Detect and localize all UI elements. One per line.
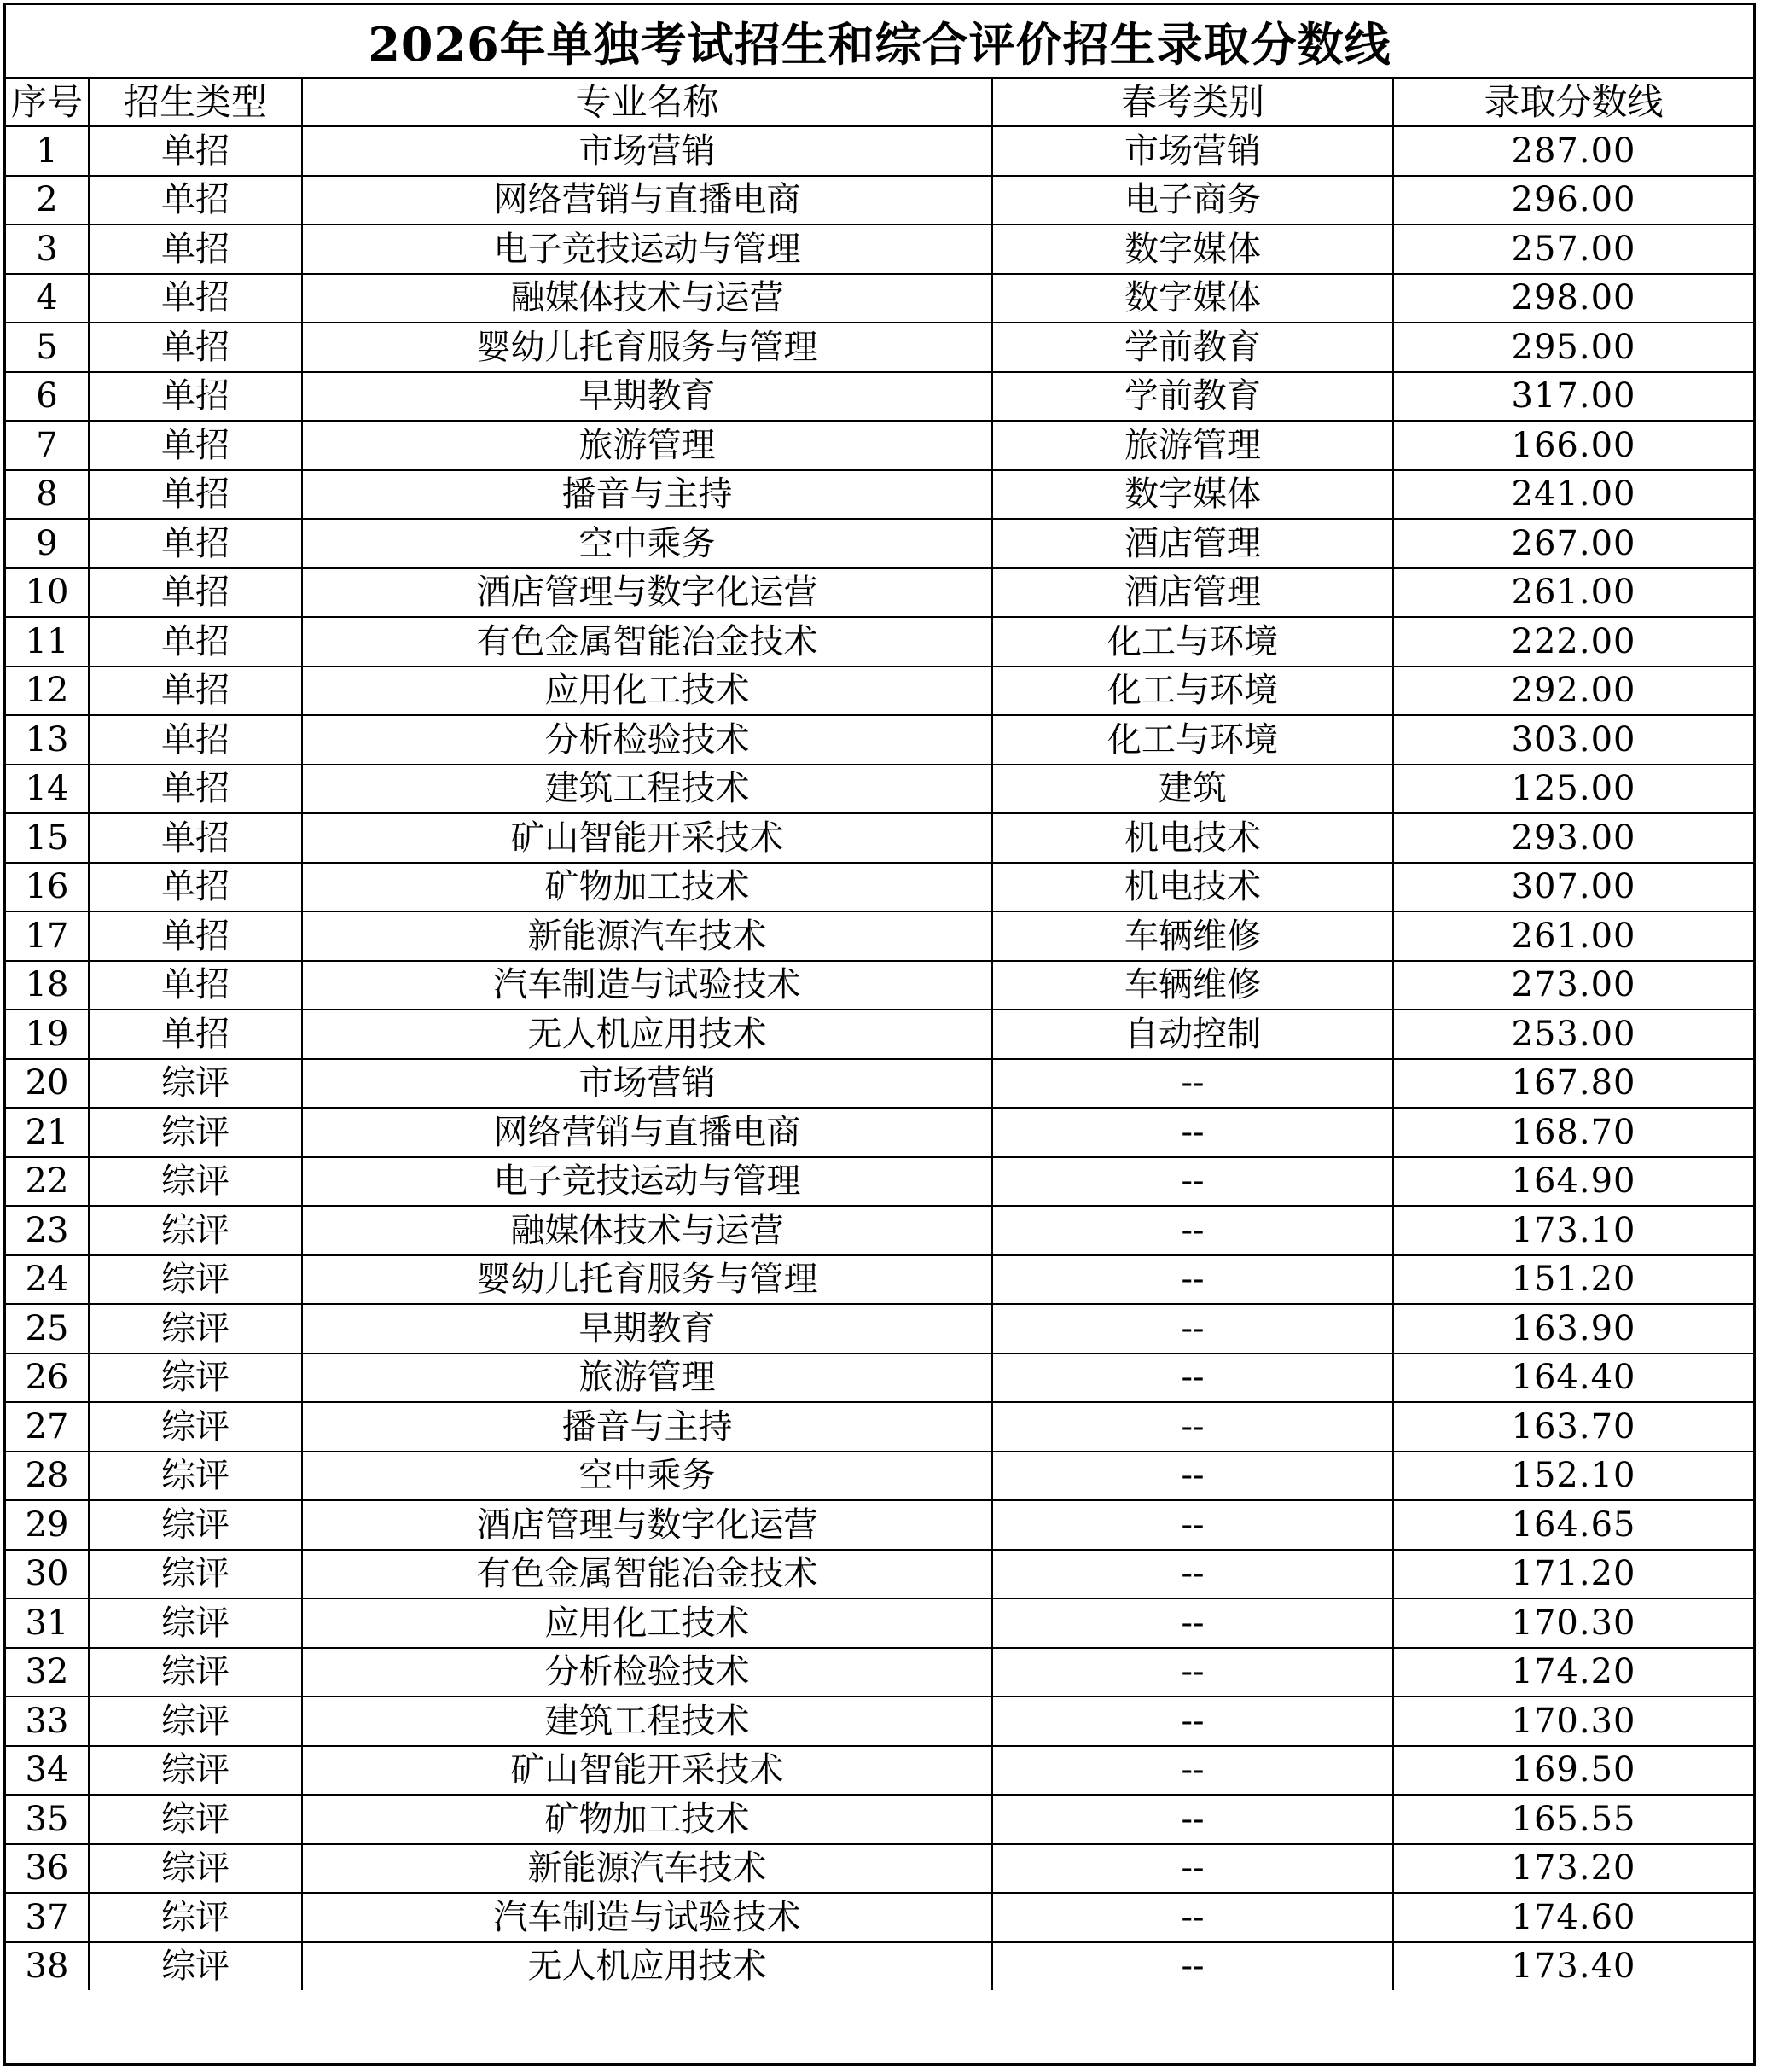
cell-score: 307.00 bbox=[1393, 863, 1753, 912]
cell-major: 酒店管理与数字化运营 bbox=[302, 1500, 992, 1550]
table-row bbox=[6, 1795, 1753, 1844]
cell-type: 综评 bbox=[89, 1108, 302, 1157]
table-row bbox=[6, 1255, 1753, 1305]
cell-score: 169.50 bbox=[1393, 1746, 1753, 1796]
table-row bbox=[6, 715, 1753, 765]
cell-seq: 38 bbox=[6, 1942, 89, 1991]
cell-major: 新能源汽车技术 bbox=[302, 911, 992, 961]
table-row bbox=[6, 1746, 1753, 1796]
cell-major: 矿物加工技术 bbox=[302, 863, 992, 912]
table-row bbox=[6, 1353, 1753, 1403]
cell-score: 151.20 bbox=[1393, 1255, 1753, 1305]
cell-category: 酒店管理 bbox=[992, 568, 1393, 618]
cell-category: -- bbox=[992, 1255, 1393, 1305]
table-row bbox=[6, 1697, 1753, 1746]
cell-category: -- bbox=[992, 1157, 1393, 1207]
cell-major: 网络营销与直播电商 bbox=[302, 1108, 992, 1157]
cell-category: -- bbox=[992, 1500, 1393, 1550]
cell-seq: 33 bbox=[6, 1697, 89, 1746]
cell-score: 273.00 bbox=[1393, 961, 1753, 1010]
cell-seq: 25 bbox=[6, 1304, 89, 1353]
table-row bbox=[6, 617, 1753, 666]
table-row bbox=[6, 813, 1753, 863]
cell-seq: 20 bbox=[6, 1059, 89, 1109]
cell-seq: 37 bbox=[6, 1893, 89, 1942]
cell-type: 综评 bbox=[89, 1304, 302, 1353]
cell-seq: 3 bbox=[6, 224, 89, 274]
cell-score: 292.00 bbox=[1393, 666, 1753, 716]
cell-major: 早期教育 bbox=[302, 1304, 992, 1353]
page-title: 2026年单独考试招生和综合评价招生录取分数线 bbox=[6, 5, 1753, 79]
cell-score: 287.00 bbox=[1393, 126, 1753, 176]
cell-category: 建筑 bbox=[992, 765, 1393, 814]
table-row bbox=[6, 1304, 1753, 1353]
header-major: 专业名称 bbox=[302, 79, 992, 126]
table-row bbox=[6, 1059, 1753, 1109]
cell-score: 296.00 bbox=[1393, 176, 1753, 225]
cell-major: 酒店管理与数字化运营 bbox=[302, 568, 992, 618]
table-row bbox=[6, 568, 1753, 618]
table-row bbox=[6, 1550, 1753, 1599]
cell-score: 164.40 bbox=[1393, 1353, 1753, 1403]
cell-category: 车辆维修 bbox=[992, 961, 1393, 1010]
cell-category: 酒店管理 bbox=[992, 519, 1393, 568]
cell-major: 播音与主持 bbox=[302, 1402, 992, 1452]
cell-major: 婴幼儿托育服务与管理 bbox=[302, 323, 992, 372]
cell-major: 早期教育 bbox=[302, 372, 992, 422]
cell-seq: 5 bbox=[6, 323, 89, 372]
table-row bbox=[6, 323, 1753, 372]
cell-type: 综评 bbox=[89, 1648, 302, 1697]
cell-category: -- bbox=[992, 1304, 1393, 1353]
cell-seq: 10 bbox=[6, 568, 89, 618]
cell-type: 单招 bbox=[89, 911, 302, 961]
cell-category: -- bbox=[992, 1598, 1393, 1648]
cell-seq: 22 bbox=[6, 1157, 89, 1207]
table-row bbox=[6, 1648, 1753, 1697]
cell-major: 播音与主持 bbox=[302, 470, 992, 520]
table-row bbox=[6, 911, 1753, 961]
table-row bbox=[6, 519, 1753, 568]
header-category: 春考类别 bbox=[992, 79, 1393, 126]
cell-score: 293.00 bbox=[1393, 813, 1753, 863]
cell-major: 空中乘务 bbox=[302, 1452, 992, 1501]
cell-major: 分析检验技术 bbox=[302, 1648, 992, 1697]
table-row bbox=[6, 1010, 1753, 1059]
cell-major: 旅游管理 bbox=[302, 421, 992, 470]
cell-major: 应用化工技术 bbox=[302, 666, 992, 716]
cell-category: -- bbox=[992, 1795, 1393, 1844]
cell-score: 261.00 bbox=[1393, 911, 1753, 961]
cell-type: 综评 bbox=[89, 1500, 302, 1550]
table-row bbox=[6, 1893, 1753, 1942]
table-row bbox=[6, 765, 1753, 814]
cell-major: 网络营销与直播电商 bbox=[302, 176, 992, 225]
cell-category: -- bbox=[992, 1844, 1393, 1894]
cell-seq: 31 bbox=[6, 1598, 89, 1648]
cell-type: 综评 bbox=[89, 1206, 302, 1255]
cell-category: 学前教育 bbox=[992, 323, 1393, 372]
cell-category: 学前教育 bbox=[992, 372, 1393, 422]
cell-seq: 4 bbox=[6, 274, 89, 323]
cell-type: 综评 bbox=[89, 1402, 302, 1452]
cell-type: 综评 bbox=[89, 1550, 302, 1599]
cell-score: 125.00 bbox=[1393, 765, 1753, 814]
cell-seq: 21 bbox=[6, 1108, 89, 1157]
cell-major: 融媒体技术与运营 bbox=[302, 274, 992, 323]
cell-score: 253.00 bbox=[1393, 1010, 1753, 1059]
cell-score: 170.30 bbox=[1393, 1598, 1753, 1648]
cell-score: 166.00 bbox=[1393, 421, 1753, 470]
cell-type: 单招 bbox=[89, 863, 302, 912]
cell-major: 有色金属智能冶金技术 bbox=[302, 1550, 992, 1599]
cell-major: 电子竞技运动与管理 bbox=[302, 224, 992, 274]
cell-major: 婴幼儿托育服务与管理 bbox=[302, 1255, 992, 1305]
cell-category: 化工与环境 bbox=[992, 666, 1393, 716]
cell-type: 单招 bbox=[89, 813, 302, 863]
cell-score: 298.00 bbox=[1393, 274, 1753, 323]
cell-major: 旅游管理 bbox=[302, 1353, 992, 1403]
cell-score: 267.00 bbox=[1393, 519, 1753, 568]
cell-major: 矿山智能开采技术 bbox=[302, 813, 992, 863]
cell-type: 单招 bbox=[89, 323, 302, 372]
cell-category: -- bbox=[992, 1942, 1393, 1991]
cell-category: -- bbox=[992, 1893, 1393, 1942]
cell-category: -- bbox=[992, 1550, 1393, 1599]
cell-category: -- bbox=[992, 1746, 1393, 1796]
cell-seq: 30 bbox=[6, 1550, 89, 1599]
cell-type: 单招 bbox=[89, 224, 302, 274]
cell-category: -- bbox=[992, 1697, 1393, 1746]
cell-major: 有色金属智能冶金技术 bbox=[302, 617, 992, 666]
cell-seq: 8 bbox=[6, 470, 89, 520]
cell-seq: 32 bbox=[6, 1648, 89, 1697]
score-table bbox=[6, 79, 1753, 1990]
cell-type: 单招 bbox=[89, 617, 302, 666]
cell-major: 汽车制造与试验技术 bbox=[302, 1893, 992, 1942]
cell-category: 市场营销 bbox=[992, 126, 1393, 176]
cell-type: 单招 bbox=[89, 765, 302, 814]
cell-seq: 29 bbox=[6, 1500, 89, 1550]
cell-category: -- bbox=[992, 1206, 1393, 1255]
cell-major: 空中乘务 bbox=[302, 519, 992, 568]
cell-seq: 15 bbox=[6, 813, 89, 863]
cell-score: 222.00 bbox=[1393, 617, 1753, 666]
cell-type: 综评 bbox=[89, 1353, 302, 1403]
cell-type: 综评 bbox=[89, 1598, 302, 1648]
cell-seq: 16 bbox=[6, 863, 89, 912]
cell-category: 自动控制 bbox=[992, 1010, 1393, 1059]
cell-type: 单招 bbox=[89, 421, 302, 470]
cell-type: 综评 bbox=[89, 1157, 302, 1207]
cell-seq: 26 bbox=[6, 1353, 89, 1403]
table-row bbox=[6, 1157, 1753, 1207]
cell-category: 化工与环境 bbox=[992, 715, 1393, 765]
table-row bbox=[6, 1452, 1753, 1501]
header-score: 录取分数线 bbox=[1393, 79, 1753, 126]
cell-major: 建筑工程技术 bbox=[302, 765, 992, 814]
table-row bbox=[6, 1108, 1753, 1157]
cell-score: 164.90 bbox=[1393, 1157, 1753, 1207]
cell-score: 170.30 bbox=[1393, 1697, 1753, 1746]
cell-type: 综评 bbox=[89, 1942, 302, 1991]
cell-category: 数字媒体 bbox=[992, 274, 1393, 323]
cell-score: 261.00 bbox=[1393, 568, 1753, 618]
table-row bbox=[6, 863, 1753, 912]
cell-major: 矿山智能开采技术 bbox=[302, 1746, 992, 1796]
table-row bbox=[6, 1402, 1753, 1452]
cell-score: 295.00 bbox=[1393, 323, 1753, 372]
admission-score-sheet bbox=[3, 3, 1756, 2066]
cell-seq: 12 bbox=[6, 666, 89, 716]
cell-score: 241.00 bbox=[1393, 470, 1753, 520]
cell-type: 综评 bbox=[89, 1452, 302, 1501]
table-row bbox=[6, 1844, 1753, 1894]
cell-type: 单招 bbox=[89, 1010, 302, 1059]
cell-score: 174.60 bbox=[1393, 1893, 1753, 1942]
cell-category: 化工与环境 bbox=[992, 617, 1393, 666]
cell-seq: 18 bbox=[6, 961, 89, 1010]
cell-seq: 36 bbox=[6, 1844, 89, 1894]
table-row bbox=[6, 224, 1753, 274]
cell-score: 303.00 bbox=[1393, 715, 1753, 765]
cell-score: 165.55 bbox=[1393, 1795, 1753, 1844]
cell-type: 单招 bbox=[89, 666, 302, 716]
cell-score: 173.20 bbox=[1393, 1844, 1753, 1894]
table-row bbox=[6, 666, 1753, 716]
cell-seq: 6 bbox=[6, 372, 89, 422]
cell-type: 综评 bbox=[89, 1746, 302, 1796]
header-type: 招生类型 bbox=[89, 79, 302, 126]
cell-seq: 7 bbox=[6, 421, 89, 470]
cell-major: 建筑工程技术 bbox=[302, 1697, 992, 1746]
table-row bbox=[6, 961, 1753, 1010]
cell-type: 单招 bbox=[89, 274, 302, 323]
cell-score: 167.80 bbox=[1393, 1059, 1753, 1109]
cell-seq: 23 bbox=[6, 1206, 89, 1255]
cell-category: -- bbox=[992, 1648, 1393, 1697]
cell-type: 单招 bbox=[89, 126, 302, 176]
cell-major: 汽车制造与试验技术 bbox=[302, 961, 992, 1010]
table-row bbox=[6, 176, 1753, 225]
table-row bbox=[6, 126, 1753, 176]
cell-category: 机电技术 bbox=[992, 863, 1393, 912]
cell-major: 新能源汽车技术 bbox=[302, 1844, 992, 1894]
cell-category: -- bbox=[992, 1059, 1393, 1109]
cell-seq: 35 bbox=[6, 1795, 89, 1844]
cell-type: 综评 bbox=[89, 1795, 302, 1844]
table-row bbox=[6, 1500, 1753, 1550]
cell-score: 168.70 bbox=[1393, 1108, 1753, 1157]
cell-score: 173.40 bbox=[1393, 1942, 1753, 1991]
cell-major: 无人机应用技术 bbox=[302, 1010, 992, 1059]
cell-type: 综评 bbox=[89, 1844, 302, 1894]
cell-score: 174.20 bbox=[1393, 1648, 1753, 1697]
cell-major: 分析检验技术 bbox=[302, 715, 992, 765]
cell-major: 矿物加工技术 bbox=[302, 1795, 992, 1844]
cell-score: 171.20 bbox=[1393, 1550, 1753, 1599]
cell-seq: 14 bbox=[6, 765, 89, 814]
cell-category: -- bbox=[992, 1108, 1393, 1157]
cell-type: 综评 bbox=[89, 1059, 302, 1109]
cell-major: 无人机应用技术 bbox=[302, 1942, 992, 1991]
cell-score: 164.65 bbox=[1393, 1500, 1753, 1550]
cell-category: 车辆维修 bbox=[992, 911, 1393, 961]
score-table-body bbox=[6, 126, 1753, 1990]
cell-seq: 27 bbox=[6, 1402, 89, 1452]
cell-seq: 13 bbox=[6, 715, 89, 765]
cell-score: 163.90 bbox=[1393, 1304, 1753, 1353]
cell-category: -- bbox=[992, 1452, 1393, 1501]
cell-type: 单招 bbox=[89, 519, 302, 568]
cell-type: 单招 bbox=[89, 961, 302, 1010]
table-row bbox=[6, 1942, 1753, 1991]
cell-category: 旅游管理 bbox=[992, 421, 1393, 470]
table-row bbox=[6, 1598, 1753, 1648]
cell-seq: 9 bbox=[6, 519, 89, 568]
cell-score: 257.00 bbox=[1393, 224, 1753, 274]
cell-score: 317.00 bbox=[1393, 372, 1753, 422]
cell-seq: 24 bbox=[6, 1255, 89, 1305]
table-row bbox=[6, 1206, 1753, 1255]
cell-major: 应用化工技术 bbox=[302, 1598, 992, 1648]
cell-major: 市场营销 bbox=[302, 126, 992, 176]
cell-category: 电子商务 bbox=[992, 176, 1393, 225]
cell-type: 综评 bbox=[89, 1255, 302, 1305]
header-seq: 序号 bbox=[6, 79, 89, 126]
cell-seq: 11 bbox=[6, 617, 89, 666]
cell-type: 单招 bbox=[89, 470, 302, 520]
table-row bbox=[6, 470, 1753, 520]
cell-major: 市场营销 bbox=[302, 1059, 992, 1109]
cell-score: 163.70 bbox=[1393, 1402, 1753, 1452]
header-row bbox=[6, 79, 1753, 126]
cell-type: 综评 bbox=[89, 1697, 302, 1746]
cell-type: 单招 bbox=[89, 372, 302, 422]
cell-major: 电子竞技运动与管理 bbox=[302, 1157, 992, 1207]
table-row bbox=[6, 421, 1753, 470]
cell-seq: 17 bbox=[6, 911, 89, 961]
cell-seq: 1 bbox=[6, 126, 89, 176]
cell-score: 152.10 bbox=[1393, 1452, 1753, 1501]
cell-category: -- bbox=[992, 1402, 1393, 1452]
cell-seq: 34 bbox=[6, 1746, 89, 1796]
cell-score: 173.10 bbox=[1393, 1206, 1753, 1255]
table-row bbox=[6, 372, 1753, 422]
cell-type: 单招 bbox=[89, 568, 302, 618]
cell-category: -- bbox=[992, 1353, 1393, 1403]
cell-category: 数字媒体 bbox=[992, 224, 1393, 274]
cell-major: 融媒体技术与运营 bbox=[302, 1206, 992, 1255]
cell-seq: 19 bbox=[6, 1010, 89, 1059]
cell-category: 数字媒体 bbox=[992, 470, 1393, 520]
table-row bbox=[6, 274, 1753, 323]
cell-seq: 2 bbox=[6, 176, 89, 225]
cell-type: 综评 bbox=[89, 1893, 302, 1942]
cell-category: 机电技术 bbox=[992, 813, 1393, 863]
cell-type: 单招 bbox=[89, 715, 302, 765]
cell-type: 单招 bbox=[89, 176, 302, 225]
cell-seq: 28 bbox=[6, 1452, 89, 1501]
